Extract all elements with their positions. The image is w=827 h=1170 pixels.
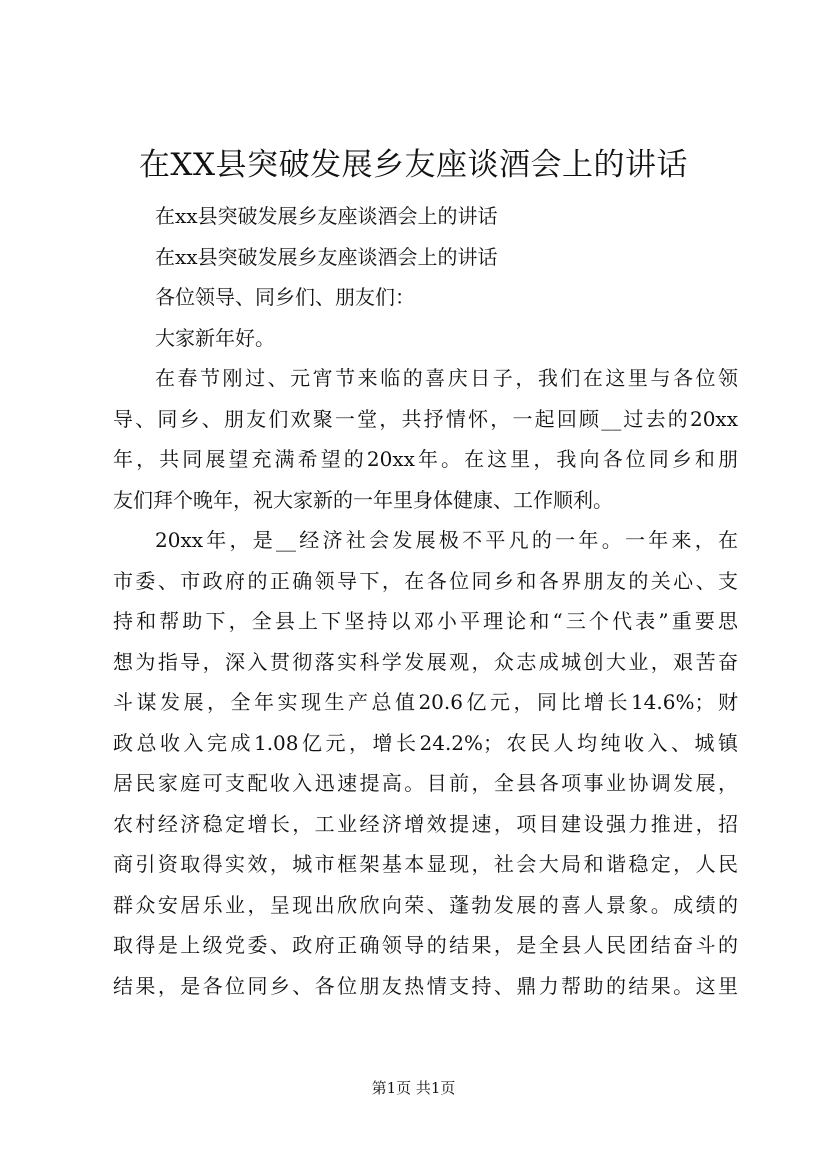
body-line: 年，共同展望充满希望的20xx年。在这里，我向各位同乡和朋 bbox=[113, 447, 738, 471]
body-line: 在xx县突破发展乡友座谈酒会上的讲话 bbox=[155, 244, 498, 269]
body-line: 斗谋发展，全年实现生产总值20.6亿元，同比增长14.6%；财 bbox=[113, 690, 738, 714]
body-line: 农村经济稳定增长，工业经济增效提速，项目建设强力推进，招 bbox=[113, 811, 738, 836]
body-line: 市委、市政府的正确领导下，在各位同乡和各界朋友的关心、支 bbox=[113, 568, 738, 593]
body-line: 商引资取得实效，城市框架基本显现，社会大局和谐稳定，人民 bbox=[113, 852, 738, 876]
body-line: 取得是上级党委、政府正确领导的结果，是全县人民团结奋斗的 bbox=[113, 933, 738, 957]
body-line: 想为指导，深入贯彻落实科学发展观，众志成城创大业，艰苦奋 bbox=[113, 649, 738, 674]
page-footer: 第1页 共1页 bbox=[371, 1079, 456, 1097]
body-line: 政总收入完成1.08亿元，增长24.2%；农民人均纯收入、城镇 bbox=[113, 730, 738, 755]
body-line: 居民家庭可支配收入迅速提高。目前，全县各项事业协调发展， bbox=[113, 771, 738, 795]
body-line: 大家新年好。 bbox=[155, 325, 275, 350]
document-title: 在XX县突破发展乡友座谈酒会上的讲话 bbox=[138, 147, 689, 183]
body-line: 持和帮助下，全县上下坚持以邓小平理论和“三个代表”重要思 bbox=[113, 609, 738, 633]
body-line: 群众安居乐业，呈现出欣欣向荣、蓬勃发展的喜人景象。成绩的 bbox=[113, 892, 738, 917]
body-line: 在春节刚过、元宵节来临的喜庆日子，我们在这里与各位领 bbox=[155, 366, 738, 390]
body-line: 各位领导、同乡们、朋友们： bbox=[155, 285, 415, 309]
body-line: 在xx县突破发展乡友座谈酒会上的讲话 bbox=[155, 204, 498, 228]
body-line: 20xx年，是__经济社会发展极不平凡的一年。一年来，在 bbox=[155, 528, 738, 552]
body-line: 友们拜个晚年，祝大家新的一年里身体健康、工作顺利。 bbox=[113, 487, 613, 512]
body-line: 结果，是各位同乡、各位朋友热情支持、鼎力帮助的结果。这里 bbox=[113, 973, 738, 998]
body-line: 导、同乡、朋友们欢聚一堂，共抒情怀，一起回顾__过去的20xx bbox=[113, 406, 738, 431]
document-body bbox=[113, 196, 738, 1006]
